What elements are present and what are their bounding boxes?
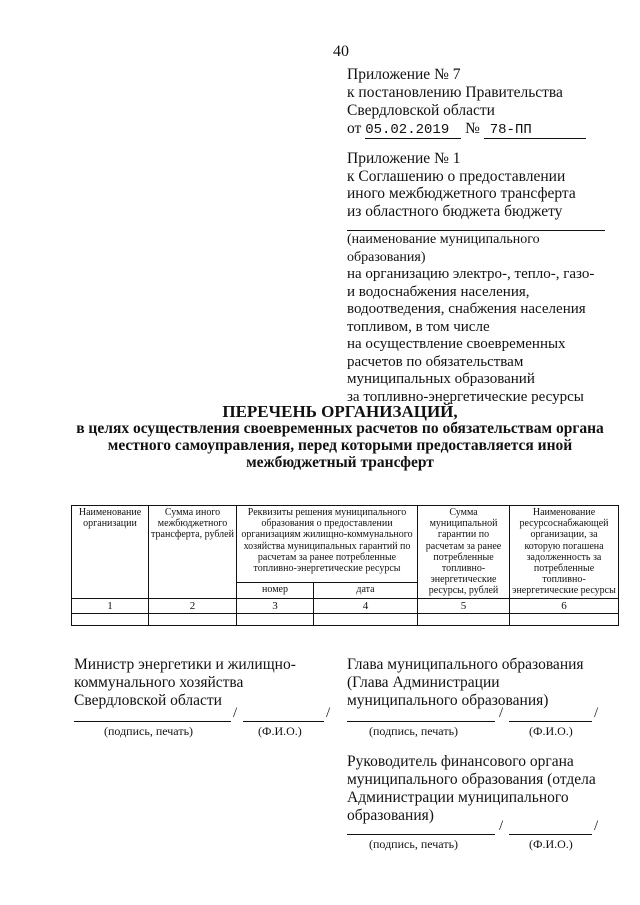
- municipality-block: [347, 231, 617, 406]
- page-number: 40: [333, 43, 349, 60]
- head-signature-block: [347, 656, 627, 710]
- title-main: ПЕРЕЧЕНЬ ОРГАНИЗАЦИЙ,: [222, 402, 458, 421]
- appendix-1-line: Приложение № 1: [347, 150, 461, 167]
- municipality-line: муниципальных образований: [347, 371, 535, 387]
- signatory-title-line: коммунального хозяйства: [74, 674, 244, 691]
- municipality-line: и водоснабжения населения,: [347, 283, 530, 300]
- separator-slash: /: [233, 705, 238, 721]
- appendix-1-header: [347, 150, 617, 220]
- finance-signature-line: [347, 834, 495, 835]
- decree-number: 78-ПП: [484, 123, 586, 139]
- finance-sign-caption: (подпись, печать): [369, 837, 459, 851]
- table-row: [72, 613, 619, 625]
- minister-signature-block: [74, 656, 314, 710]
- table-cell: [418, 613, 510, 625]
- signatory-title-line: образования): [347, 807, 434, 824]
- table-cell: [510, 613, 619, 625]
- decree-date: 05.02.2019: [365, 123, 461, 139]
- date-prefix: от: [347, 120, 362, 137]
- column-number: 6: [510, 598, 619, 613]
- head-sign-caption: (подпись, печать): [369, 724, 459, 738]
- table-cell: [72, 613, 149, 625]
- table-cell: [314, 613, 418, 625]
- finance-fio-caption: (Ф.И.О.): [529, 837, 573, 851]
- title-line: межбюджетный трансферт: [246, 454, 434, 471]
- head-fio-line: [509, 721, 592, 722]
- municipality-line: водоотведения, снабжения населения: [347, 301, 586, 317]
- appendix-7-line2: к постановлению Правительства: [347, 84, 563, 101]
- signatory-title-line: муниципального образования (отдела: [347, 771, 596, 788]
- header-decision-details: Реквизиты решения муниципального образования о предоставлении организациям жилищно-коммунального хозяйства муниципальных гарантий по расчетам за ранее потребленные топливно-энергетические ресурсы: [237, 506, 418, 583]
- appendix-7-line3: Свердловской области: [347, 102, 495, 119]
- head-signature-line: [347, 721, 495, 722]
- table-cell: [149, 613, 237, 625]
- title-line: местного самоуправления, перед которыми предоставляется иной: [107, 437, 573, 454]
- head-fio-caption: (Ф.И.О.): [529, 724, 573, 738]
- finance-fio-line: [509, 834, 592, 835]
- appendix-1-line: из областного бюджета бюджету: [347, 202, 563, 220]
- organizations-table: [71, 505, 619, 626]
- municipality-line: за топливно-энергетические ресурсы: [347, 388, 584, 405]
- header-org-name: Наименование организации: [72, 506, 149, 599]
- column-number: 4: [314, 598, 418, 613]
- minister-sign-caption: (подпись, печать): [104, 724, 194, 738]
- signatory-title-line: муниципального образования): [347, 692, 549, 709]
- signatory-title-line: Министр энергетики и жилищно-: [74, 656, 296, 673]
- header-number: номер: [237, 583, 314, 599]
- table-numbers-row: [72, 598, 619, 613]
- number-prefix: №: [465, 120, 480, 137]
- minister-signature-line: [74, 721, 231, 722]
- header-supplier-name: Наименование ресурсоснабжающей организации, за которую погашена задолженность за потребленные топливно-энергетические ресурсы: [510, 506, 619, 599]
- municipality-line: на осуществление своевременных: [347, 336, 566, 352]
- column-number: 2: [149, 598, 237, 613]
- municipality-line: на организацию электро-, тепло-, газо-: [347, 266, 595, 282]
- column-number: 5: [418, 598, 510, 613]
- column-number: 3: [237, 598, 314, 613]
- column-number: 1: [72, 598, 149, 613]
- appendix-7-header: [347, 66, 617, 139]
- table-header-row: [72, 506, 619, 583]
- header-date: дата: [314, 583, 418, 599]
- signatory-title-line: Глава муниципального образования: [347, 656, 584, 673]
- appendix-1-line: к Соглашению о предоставлении: [347, 167, 566, 185]
- minister-fio-caption: (Ф.И.О.): [258, 724, 302, 738]
- appendix-7-title: Приложение № 7: [347, 66, 461, 83]
- finance-head-signature-block: [347, 753, 627, 825]
- signatory-title-line: Руководитель финансового органа: [347, 753, 574, 770]
- signatory-title-line: (Глава Администрации: [347, 674, 500, 691]
- separator-slash: /: [594, 818, 599, 834]
- signatory-title-line: Администрации муниципального: [347, 789, 569, 806]
- table-cell: [237, 613, 314, 625]
- municipality-caption: (наименование муниципального образования): [347, 232, 540, 265]
- minister-fio-line: [243, 721, 324, 722]
- document-title: [60, 403, 620, 471]
- separator-slash: /: [594, 705, 599, 721]
- appendix-7-date-row: [347, 120, 617, 139]
- separator-slash: /: [499, 818, 504, 834]
- separator-slash: /: [499, 705, 504, 721]
- header-guarantee-sum: Сумма муниципальной гарантии по расчетам за ранее потребленные топливно-энергетические ресурсы, рублей: [418, 506, 510, 599]
- municipality-line: расчетов по обязательствам: [347, 353, 524, 370]
- municipality-line: топливом, в том числе: [347, 318, 490, 335]
- signatory-title-line: Свердловской области: [74, 692, 222, 709]
- separator-slash: /: [326, 705, 331, 721]
- appendix-1-line: иного межбюджетного трансферта: [347, 185, 576, 202]
- title-line: в целях осуществления своевременных расчетов по обязательствам органа: [76, 420, 604, 437]
- header-transfer-sum: Сумма иного межбюджетного трансферта, рублей: [149, 506, 237, 599]
